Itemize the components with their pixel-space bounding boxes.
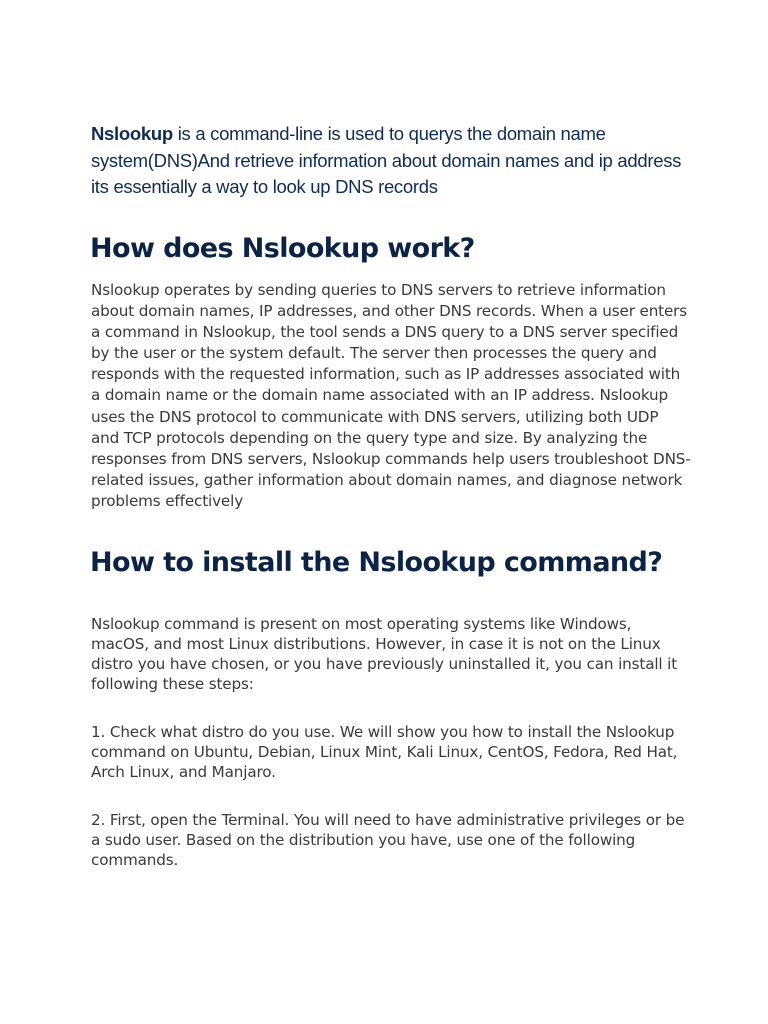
intro-term: Nslookup — [91, 123, 173, 144]
paragraph-install-intro: Nslookup command is present on most operating systems like Windows, macOS, and most Linux distributions. However, in case it is not on the Linux distro you have chosen, or you have previously uninstalled it, you can install it following these steps: — [91, 615, 678, 693]
paragraph-step-2: 2. First, open the Terminal. You will need to have administrative privileges or be a sudo user. Based on the distribution you have, use one of the following commands. — [91, 811, 685, 869]
heading-how-to-install: How to install the Nslookup command? — [90, 547, 663, 578]
paragraph-step-1: 1. Check what distro do you use. We will show you how to install the Nslookup command on Ubuntu, Debian, Linux Mint, Kali Linux, CentOS, Fedora, Red Hat, Arch Linux, and Manjaro. — [91, 723, 678, 781]
paragraph-how-it-works: Nslookup operates by sending queries to DNS servers to retrieve information about domain names, IP addresses, and other DNS records. When a user enters a command in Nslookup, the tool sends a DNS query to a DNS server specified by the user or the system default. The server then processes the query and responds with the requested information, such as IP addresses associated with a domain name or the domain name associated with an IP address. Nslookup uses the DNS protocol to communicate with DNS servers, utilizing both UDP and TCP protocols depending on the query type and size. By analyzing the responses from DNS servers, Nslookup commands help users troubleshoot DNS-related issues, gather information about domain names, and diagnose network problems effectively — [91, 281, 691, 510]
intro-paragraph — [91, 121, 691, 201]
intro-text: is a command-line is used to querys the domain name system(DNS)And retrieve information about domain names and ip address its essentially a way to look up DNS records — [91, 123, 682, 197]
heading-how-does-nslookup-work: How does Nslookup work? — [90, 233, 475, 264]
